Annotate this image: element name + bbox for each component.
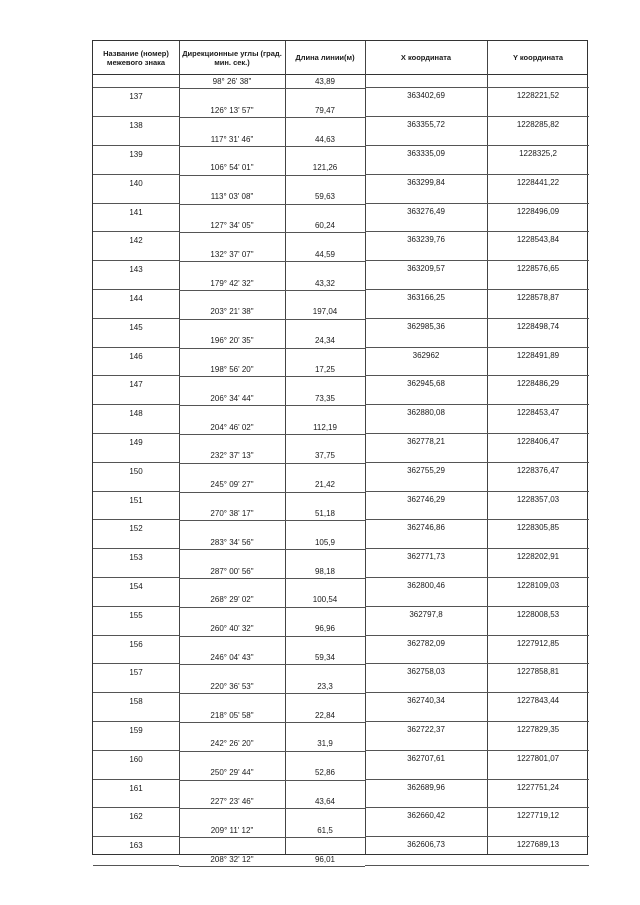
x-coordinate-cell: 362758,03 (407, 667, 445, 677)
point-name-cell: 159 (129, 726, 143, 735)
row-divider (365, 750, 589, 751)
x-coordinate-cell: 362689,96 (407, 782, 445, 792)
direction-angle-cell: 106° 54' 01" (210, 163, 254, 173)
y-coordinate-cell: 1227829,35 (516, 725, 560, 734)
point-name-cell: 150 (129, 466, 143, 476)
row-divider (93, 548, 179, 549)
direction-angle-cell: 245° 09' 27" (210, 480, 254, 490)
row-divider (93, 433, 179, 434)
row-divider (365, 577, 589, 578)
row-divider (365, 289, 589, 290)
x-coordinate-cell: 362880,08 (407, 408, 445, 418)
row-divider (93, 721, 179, 722)
y-coordinate-cell: 1228357,03 (516, 494, 560, 504)
x-coordinate-cell: 362740,34 (407, 696, 445, 706)
y-coordinate-cell: 1227843,44 (516, 696, 560, 706)
line-length-cell: 79,47 (314, 105, 336, 115)
point-name-cell: 155 (129, 610, 143, 620)
row-divider (179, 319, 365, 320)
row-divider (365, 231, 589, 232)
line-length-cell: 43,32 (314, 278, 336, 288)
y-coordinate-cell: 1227858,81 (516, 667, 560, 677)
row-divider (365, 548, 589, 549)
header-x-coordinate: X координата (400, 53, 452, 62)
point-name-cell: 149 (129, 438, 143, 447)
y-coordinate-cell: 1228543,84 (516, 235, 560, 245)
row-divider (179, 549, 365, 550)
direction-angle-cell: 232° 37' 13" (210, 451, 254, 461)
line-length-cell: 59,34 (314, 653, 336, 662)
row-divider (93, 692, 179, 693)
row-divider (179, 232, 365, 233)
header-direction-angle: Дирекционные углы (град. мин. сек.) (182, 48, 282, 67)
row-divider (179, 463, 365, 464)
y-coordinate-cell: 1228486,29 (516, 379, 560, 389)
direction-angle-cell: 220° 36' 53" (210, 681, 254, 691)
line-length-cell: 112,19 (313, 422, 337, 432)
row-divider (93, 231, 179, 232)
line-length-cell: 96,01 (314, 854, 336, 864)
row-divider (93, 519, 179, 520)
row-divider (365, 606, 589, 607)
row-divider (179, 376, 365, 377)
direction-angle-cell: 227° 23' 46" (210, 797, 254, 806)
header-line-length: Длина линии(м) (295, 53, 355, 62)
y-coordinate-cell: 1228578,87 (516, 293, 560, 302)
row-divider (179, 578, 365, 579)
x-coordinate-cell: 362800,46 (407, 581, 445, 590)
row-divider (93, 375, 179, 376)
row-divider (179, 261, 365, 262)
y-coordinate-cell: 1228285,82 (516, 120, 560, 130)
row-divider (179, 636, 365, 637)
row-divider (93, 174, 179, 175)
row-divider (179, 204, 365, 205)
x-coordinate-cell: 363355,72 (407, 120, 445, 130)
row-divider (365, 375, 589, 376)
line-length-cell: 17,25 (314, 365, 336, 374)
row-divider (93, 577, 179, 578)
y-coordinate-cell: 1228202,91 (516, 552, 560, 562)
row-divider (93, 87, 179, 88)
y-coordinate-cell: 1228406,47 (516, 437, 560, 446)
direction-angle-cell: 98° 26' 38" (212, 77, 252, 86)
row-divider (365, 203, 589, 204)
table-header (93, 41, 587, 75)
line-length-cell: 22,84 (314, 710, 336, 720)
x-coordinate-cell: 362722,37 (407, 725, 445, 734)
x-coordinate-cell: 362746,86 (407, 523, 445, 533)
row-divider (179, 866, 365, 867)
direction-angle-cell: 204° 46' 02" (210, 422, 254, 432)
row-divider (179, 88, 365, 89)
row-divider (93, 807, 179, 808)
x-coordinate-cell: 363299,84 (407, 177, 445, 187)
row-divider (365, 491, 589, 492)
line-length-cell: 23,3 (317, 681, 333, 691)
y-coordinate-cell: 1228109,03 (516, 581, 560, 590)
row-divider (93, 404, 179, 405)
x-coordinate-cell: 362962 (412, 350, 440, 360)
row-divider (93, 203, 179, 204)
row-divider (179, 492, 365, 493)
y-coordinate-cell: 1227801,07 (516, 753, 560, 763)
row-divider (365, 692, 589, 693)
row-divider (365, 116, 589, 117)
line-length-cell: 105,9 (314, 537, 336, 547)
row-divider (179, 434, 365, 435)
row-divider (93, 347, 179, 348)
point-name-cell: 148 (129, 409, 143, 419)
row-divider (179, 837, 365, 838)
point-name-cell: 156 (129, 639, 143, 649)
direction-angle-cell: 117° 31' 46" (210, 134, 254, 144)
x-coordinate-cell: 362746,29 (407, 494, 445, 504)
row-divider (93, 145, 179, 146)
y-coordinate-cell: 1227719,12 (516, 811, 560, 821)
direction-angle-cell: 198° 56' 20" (210, 365, 254, 374)
row-divider (93, 318, 179, 319)
direction-angle-cell: 209° 11' 12" (210, 825, 254, 835)
line-length-cell: 197,04 (312, 307, 338, 317)
row-divider (365, 519, 589, 520)
line-length-cell: 121,26 (312, 163, 338, 173)
row-divider (179, 693, 365, 694)
row-divider (365, 635, 589, 636)
row-divider (93, 491, 179, 492)
point-name-cell: 146 (129, 351, 143, 361)
y-coordinate-cell: 1228453,47 (516, 408, 560, 418)
row-divider (365, 836, 589, 837)
point-name-cell: 140 (129, 178, 143, 188)
row-divider (93, 462, 179, 463)
direction-angle-cell: 132° 37' 07" (210, 249, 254, 259)
row-divider (179, 405, 365, 406)
x-coordinate-cell: 362782,09 (407, 638, 445, 648)
y-coordinate-cell: 1228498,74 (516, 321, 560, 331)
row-divider (365, 462, 589, 463)
direction-angle-cell: 218° 05' 58" (210, 710, 254, 720)
point-name-cell: 147 (129, 380, 143, 390)
direction-angle-cell: 287° 00' 56" (210, 566, 254, 576)
y-coordinate-cell: 1228576,65 (516, 264, 560, 274)
line-length-cell: 24,34 (314, 336, 336, 346)
row-divider (179, 520, 365, 521)
y-coordinate-cell: 1227689,13 (516, 840, 560, 850)
line-length-cell: 96,96 (314, 624, 336, 634)
x-coordinate-cell: 362778,21 (407, 437, 445, 446)
row-divider (93, 606, 179, 607)
row-divider (365, 779, 589, 780)
x-coordinate-cell: 363166,25 (407, 293, 445, 302)
direction-angle-cell: 206° 34' 44" (210, 393, 254, 403)
y-coordinate-cell: 1228305,85 (516, 523, 560, 533)
row-divider (179, 751, 365, 752)
line-length-cell: 31,9 (317, 739, 333, 749)
x-coordinate-cell: 363239,76 (407, 235, 445, 245)
boundary-points-table (92, 40, 588, 864)
header-y-coordinate: Y координата (512, 53, 564, 62)
point-name-cell: 152 (129, 524, 143, 534)
y-coordinate-cell: 1227751,24 (516, 782, 560, 792)
x-coordinate-cell: 362606,73 (407, 840, 445, 850)
x-coordinate-cell: 363209,57 (407, 264, 445, 274)
direction-angle-cell: 127° 34' 05" (210, 221, 254, 230)
row-divider (93, 865, 179, 866)
row-divider (365, 807, 589, 808)
point-name-cell: 142 (129, 236, 143, 246)
point-name-cell: 139 (129, 150, 143, 159)
x-coordinate-cell: 363276,49 (407, 206, 445, 216)
point-name-cell: 160 (129, 754, 143, 764)
direction-angle-cell: 246° 04' 43" (210, 653, 254, 662)
row-divider (179, 290, 365, 291)
row-divider (93, 750, 179, 751)
y-coordinate-cell: 1228496,09 (516, 206, 560, 216)
y-coordinate-cell: 1228376,47 (516, 465, 560, 475)
row-divider (179, 607, 365, 608)
row-divider (365, 87, 589, 88)
row-divider (365, 865, 589, 866)
direction-angle-cell: 179° 42' 32" (210, 278, 254, 288)
direction-angle-cell: 250° 29' 44" (210, 768, 254, 778)
row-divider (365, 663, 589, 664)
y-coordinate-cell: 1227912,85 (516, 638, 560, 648)
row-divider (93, 836, 179, 837)
point-name-cell: 162 (129, 812, 143, 822)
line-length-cell: 44,63 (314, 134, 336, 144)
point-name-cell: 143 (129, 265, 143, 275)
row-divider (179, 808, 365, 809)
y-coordinate-cell: 1228441,22 (516, 177, 560, 187)
x-coordinate-cell: 362707,61 (407, 753, 445, 763)
direction-angle-cell: 203° 21' 38" (210, 307, 254, 317)
direction-angle-cell: 208° 32' 12" (210, 854, 254, 864)
y-coordinate-cell: 1228221,52 (516, 91, 560, 101)
direction-angle-cell: 126° 13' 57" (210, 105, 254, 115)
x-coordinate-cell: 362755,29 (407, 465, 445, 475)
x-coordinate-cell: 363335,09 (407, 149, 445, 158)
header-point-name: Название (номер) межевого знака (103, 48, 169, 67)
line-length-cell: 73,35 (314, 393, 336, 403)
row-divider (93, 260, 179, 261)
x-coordinate-cell: 362660,42 (407, 811, 445, 821)
row-divider (365, 433, 589, 434)
row-divider (179, 117, 365, 118)
line-length-cell: 21,42 (314, 480, 336, 490)
row-divider (365, 260, 589, 261)
line-length-cell: 37,75 (314, 451, 336, 461)
direction-angle-cell: 268° 29' 02" (210, 595, 254, 605)
direction-angle-cell: 242° 26' 20" (210, 739, 254, 749)
y-coordinate-cell: 1228008,53 (516, 609, 560, 619)
row-divider (93, 635, 179, 636)
line-length-cell: 43,64 (314, 797, 336, 806)
point-name-cell: 163 (129, 841, 143, 851)
row-divider (365, 174, 589, 175)
row-divider (179, 722, 365, 723)
row-divider (179, 664, 365, 665)
row-divider (365, 404, 589, 405)
point-name-cell: 161 (129, 783, 143, 793)
y-coordinate-cell: 1228325,2 (519, 149, 557, 158)
direction-angle-cell: 260° 40' 32" (210, 624, 254, 634)
point-name-cell: 138 (129, 121, 143, 131)
point-name-cell: 154 (129, 582, 143, 591)
row-divider (365, 347, 589, 348)
row-divider (179, 780, 365, 781)
row-divider (365, 721, 589, 722)
line-length-cell: 44,59 (314, 249, 336, 259)
point-name-cell: 153 (129, 553, 143, 563)
direction-angle-cell: 270° 38' 17" (210, 509, 254, 518)
line-length-cell: 98,18 (314, 566, 336, 576)
point-name-cell: 158 (129, 697, 143, 707)
row-divider (179, 348, 365, 349)
x-coordinate-cell: 363402,69 (407, 91, 445, 101)
point-name-cell: 141 (129, 207, 143, 217)
y-coordinate-cell: 1228491,89 (516, 350, 560, 360)
row-divider (179, 175, 365, 176)
line-length-cell: 59,63 (314, 192, 336, 202)
point-name-cell: 157 (129, 668, 143, 678)
row-divider (179, 146, 365, 147)
x-coordinate-cell: 362771,73 (407, 552, 445, 562)
direction-angle-cell: 113° 03' 08" (210, 192, 254, 202)
x-coordinate-cell: 362985,36 (407, 321, 445, 331)
line-length-cell: 100,54 (312, 595, 338, 605)
line-length-cell: 51,18 (314, 509, 336, 518)
direction-angle-cell: 196° 20' 35" (210, 336, 254, 346)
row-divider (365, 145, 589, 146)
x-coordinate-cell: 362945,68 (407, 379, 445, 389)
row-divider (365, 318, 589, 319)
point-name-cell: 144 (129, 294, 143, 303)
point-name-cell: 151 (129, 495, 143, 505)
x-coordinate-cell: 362797,8 (409, 609, 443, 619)
line-length-cell: 60,24 (314, 221, 336, 230)
row-divider (93, 663, 179, 664)
line-length-cell: 52,86 (314, 768, 336, 778)
point-name-cell: 137 (129, 92, 143, 102)
row-divider (93, 289, 179, 290)
line-length-cell: 43,89 (314, 77, 336, 86)
line-length-cell: 61,5 (317, 825, 333, 835)
point-name-cell: 145 (129, 322, 143, 332)
row-divider (93, 779, 179, 780)
row-divider (93, 116, 179, 117)
direction-angle-cell: 283° 34' 56" (210, 537, 254, 547)
